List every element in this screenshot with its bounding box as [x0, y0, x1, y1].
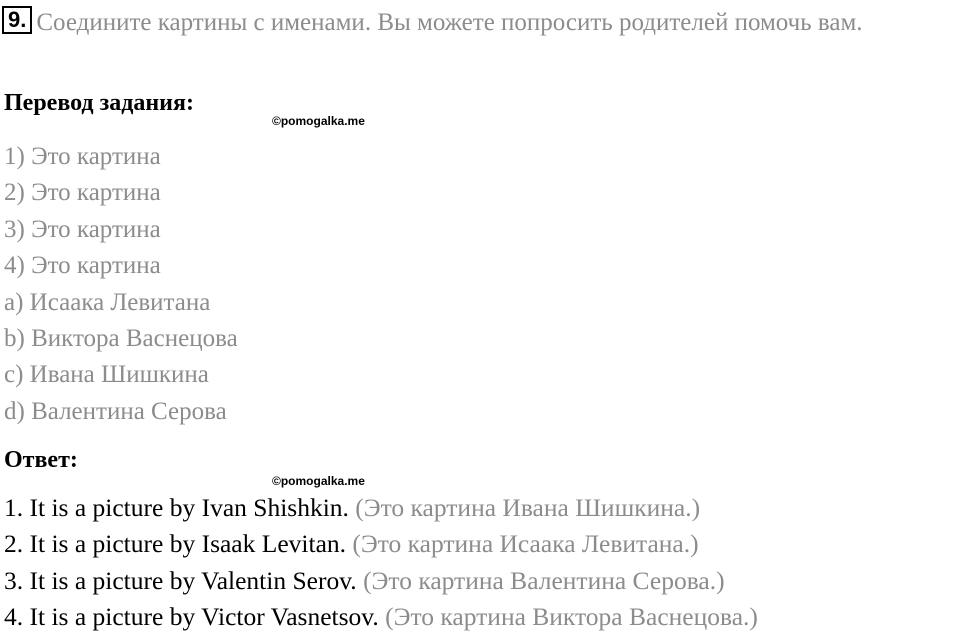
list-item: d) Валентина Серова	[4, 397, 227, 425]
list-item: c) Ивана Шишкина	[4, 361, 209, 389]
watermark: ©pomogalka.me	[272, 474, 365, 488]
answer-item	[4, 599, 758, 635]
answer-russian: (Это картина Валентина Серова.)	[363, 565, 725, 595]
answer-item	[4, 490, 758, 526]
answer-russian: (Это картина Исаака Левитана.)	[352, 529, 699, 559]
answer-russian: (Это картина Ивана Шишкина.)	[355, 493, 701, 522]
task-text: Соедините картины с именами. Вы можете попросить родителей помочь вам.	[36, 9, 863, 36]
answer-list	[4, 490, 758, 635]
answer-item	[4, 526, 758, 562]
list-item: a) Исаака Левитана	[4, 288, 211, 316]
task-number-badge: 9.	[2, 6, 32, 34]
answer-english: 4. It is a picture by Victor Vasnetsov.	[4, 601, 379, 631]
answer-russian: (Это картина Виктора Васнецова.)	[385, 601, 758, 631]
translation-heading: Перевод задания:	[4, 90, 194, 116]
task-statement	[2, 4, 958, 41]
answer-english: 3. It is a picture by Valentin Serov.	[4, 565, 357, 595]
list-item: 1) Это картина	[4, 143, 161, 170]
list-item: b) Виктора Васнецова	[4, 325, 238, 353]
list-item: 3) Это картина	[4, 215, 161, 243]
answer-english: 1. It is a picture by Ivan Shishkin.	[4, 493, 349, 522]
list-item: 2) Это картина	[4, 179, 161, 207]
answer-heading: Ответ:	[4, 447, 78, 473]
translation-list	[4, 139, 238, 430]
watermark: ©pomogalka.me	[272, 114, 365, 128]
answer-english: 2. It is a picture by Isaak Levitan.	[4, 529, 347, 559]
answer-item	[4, 563, 758, 599]
list-item: 4) Это картина	[4, 252, 161, 280]
